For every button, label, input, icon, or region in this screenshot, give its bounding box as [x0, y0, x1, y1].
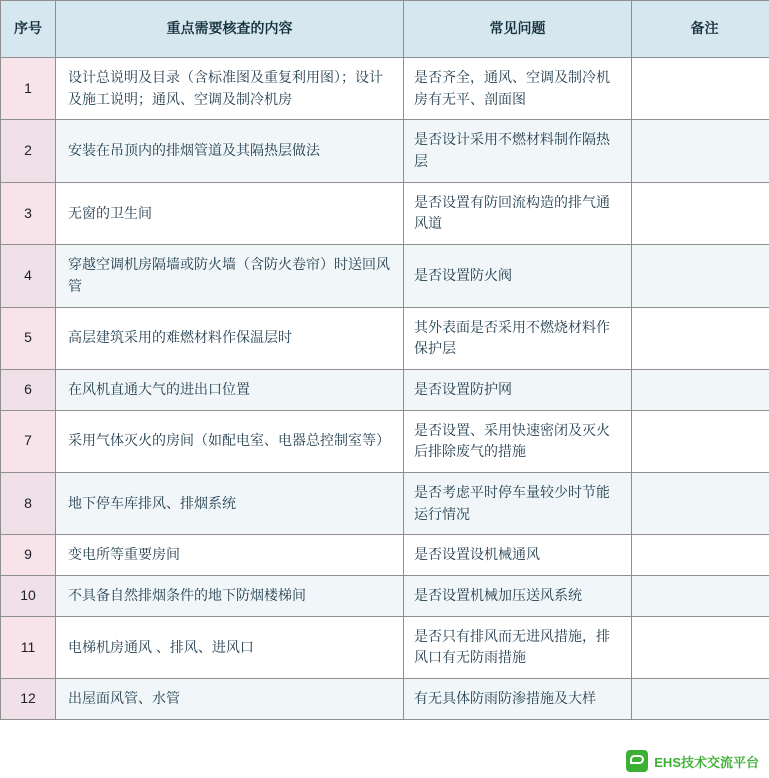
table-row	[1, 472, 769, 534]
row-index: 11	[1, 616, 56, 678]
table-row	[1, 410, 769, 472]
row-note	[632, 182, 769, 244]
row-note	[632, 679, 769, 720]
table-row	[1, 182, 769, 244]
table-header-row	[1, 1, 769, 58]
row-note	[632, 616, 769, 678]
row-index: 5	[1, 307, 56, 369]
row-content: 安装在吊顶内的排烟管道及其隔热层做法	[56, 120, 404, 182]
row-problem: 是否只有排风而无进风措施，排风口有无防雨措施	[404, 616, 632, 678]
row-problem: 是否设置、采用快速密闭及灭火后排除废气的措施	[404, 410, 632, 472]
table-row	[1, 307, 769, 369]
row-problem: 是否设置机械加压送风系统	[404, 576, 632, 617]
table-row	[1, 576, 769, 617]
row-note	[632, 576, 769, 617]
row-content: 变电所等重要房间	[56, 535, 404, 576]
table-row	[1, 679, 769, 720]
row-content: 不具备自然排烟条件的地下防烟楼梯间	[56, 576, 404, 617]
row-problem: 是否设置防护网	[404, 369, 632, 410]
watermark-label: EHS技术交流平台	[654, 754, 759, 770]
row-index: 4	[1, 245, 56, 307]
table-row	[1, 120, 769, 182]
row-content: 无窗的卫生间	[56, 182, 404, 244]
row-content: 出屋面风管、水管	[56, 679, 404, 720]
row-problem: 是否设计采用不燃材料制作隔热层	[404, 120, 632, 182]
table-body	[1, 58, 769, 720]
table-row	[1, 58, 769, 120]
row-note	[632, 410, 769, 472]
row-content: 电梯机房通风 、排风、进风口	[56, 616, 404, 678]
table-header	[1, 1, 769, 58]
row-problem: 有无具体防雨防渗措施及大样	[404, 679, 632, 720]
row-content: 采用气体灭火的房间（如配电室、电器总控制室等）	[56, 410, 404, 472]
row-note	[632, 472, 769, 534]
row-index: 2	[1, 120, 56, 182]
row-index: 1	[1, 58, 56, 120]
row-note	[632, 369, 769, 410]
column-header-content: 重点需要核查的内容	[56, 1, 404, 58]
watermark-badge	[622, 748, 763, 774]
column-header-no: 序号	[1, 1, 56, 58]
row-content: 高层建筑采用的难燃材料作保温层时	[56, 307, 404, 369]
row-content: 穿越空调机房隔墙或防火墙（含防火卷帘）时送回风管	[56, 245, 404, 307]
row-problem: 是否设置有防回流构造的排气通风道	[404, 182, 632, 244]
row-index: 9	[1, 535, 56, 576]
row-problem: 是否齐全，通风、空调及制冷机房有无平、剖面图	[404, 58, 632, 120]
row-index: 7	[1, 410, 56, 472]
row-index: 6	[1, 369, 56, 410]
row-index: 12	[1, 679, 56, 720]
table-row	[1, 245, 769, 307]
row-note	[632, 120, 769, 182]
wechat-logo-icon	[626, 750, 648, 772]
row-note	[632, 58, 769, 120]
row-problem: 其外表面是否采用不燃烧材料作保护层	[404, 307, 632, 369]
row-note	[632, 535, 769, 576]
row-content: 在风机直通大气的进出口位置	[56, 369, 404, 410]
table-row	[1, 535, 769, 576]
column-header-problem: 常见问题	[404, 1, 632, 58]
row-index: 8	[1, 472, 56, 534]
column-header-note: 备注	[632, 1, 769, 58]
row-content: 设计总说明及目录（含标准图及重复利用图）；设计及施工说明；通风、空调及制冷机房	[56, 58, 404, 120]
row-index: 10	[1, 576, 56, 617]
row-index: 3	[1, 182, 56, 244]
table-row	[1, 369, 769, 410]
row-note	[632, 245, 769, 307]
row-content: 地下停车库排风、排烟系统	[56, 472, 404, 534]
table-row	[1, 616, 769, 678]
row-note	[632, 307, 769, 369]
row-problem: 是否设置防火阀	[404, 245, 632, 307]
row-problem: 是否设置设机械通风	[404, 535, 632, 576]
row-problem: 是否考虑平时停车量较少时节能运行情况	[404, 472, 632, 534]
